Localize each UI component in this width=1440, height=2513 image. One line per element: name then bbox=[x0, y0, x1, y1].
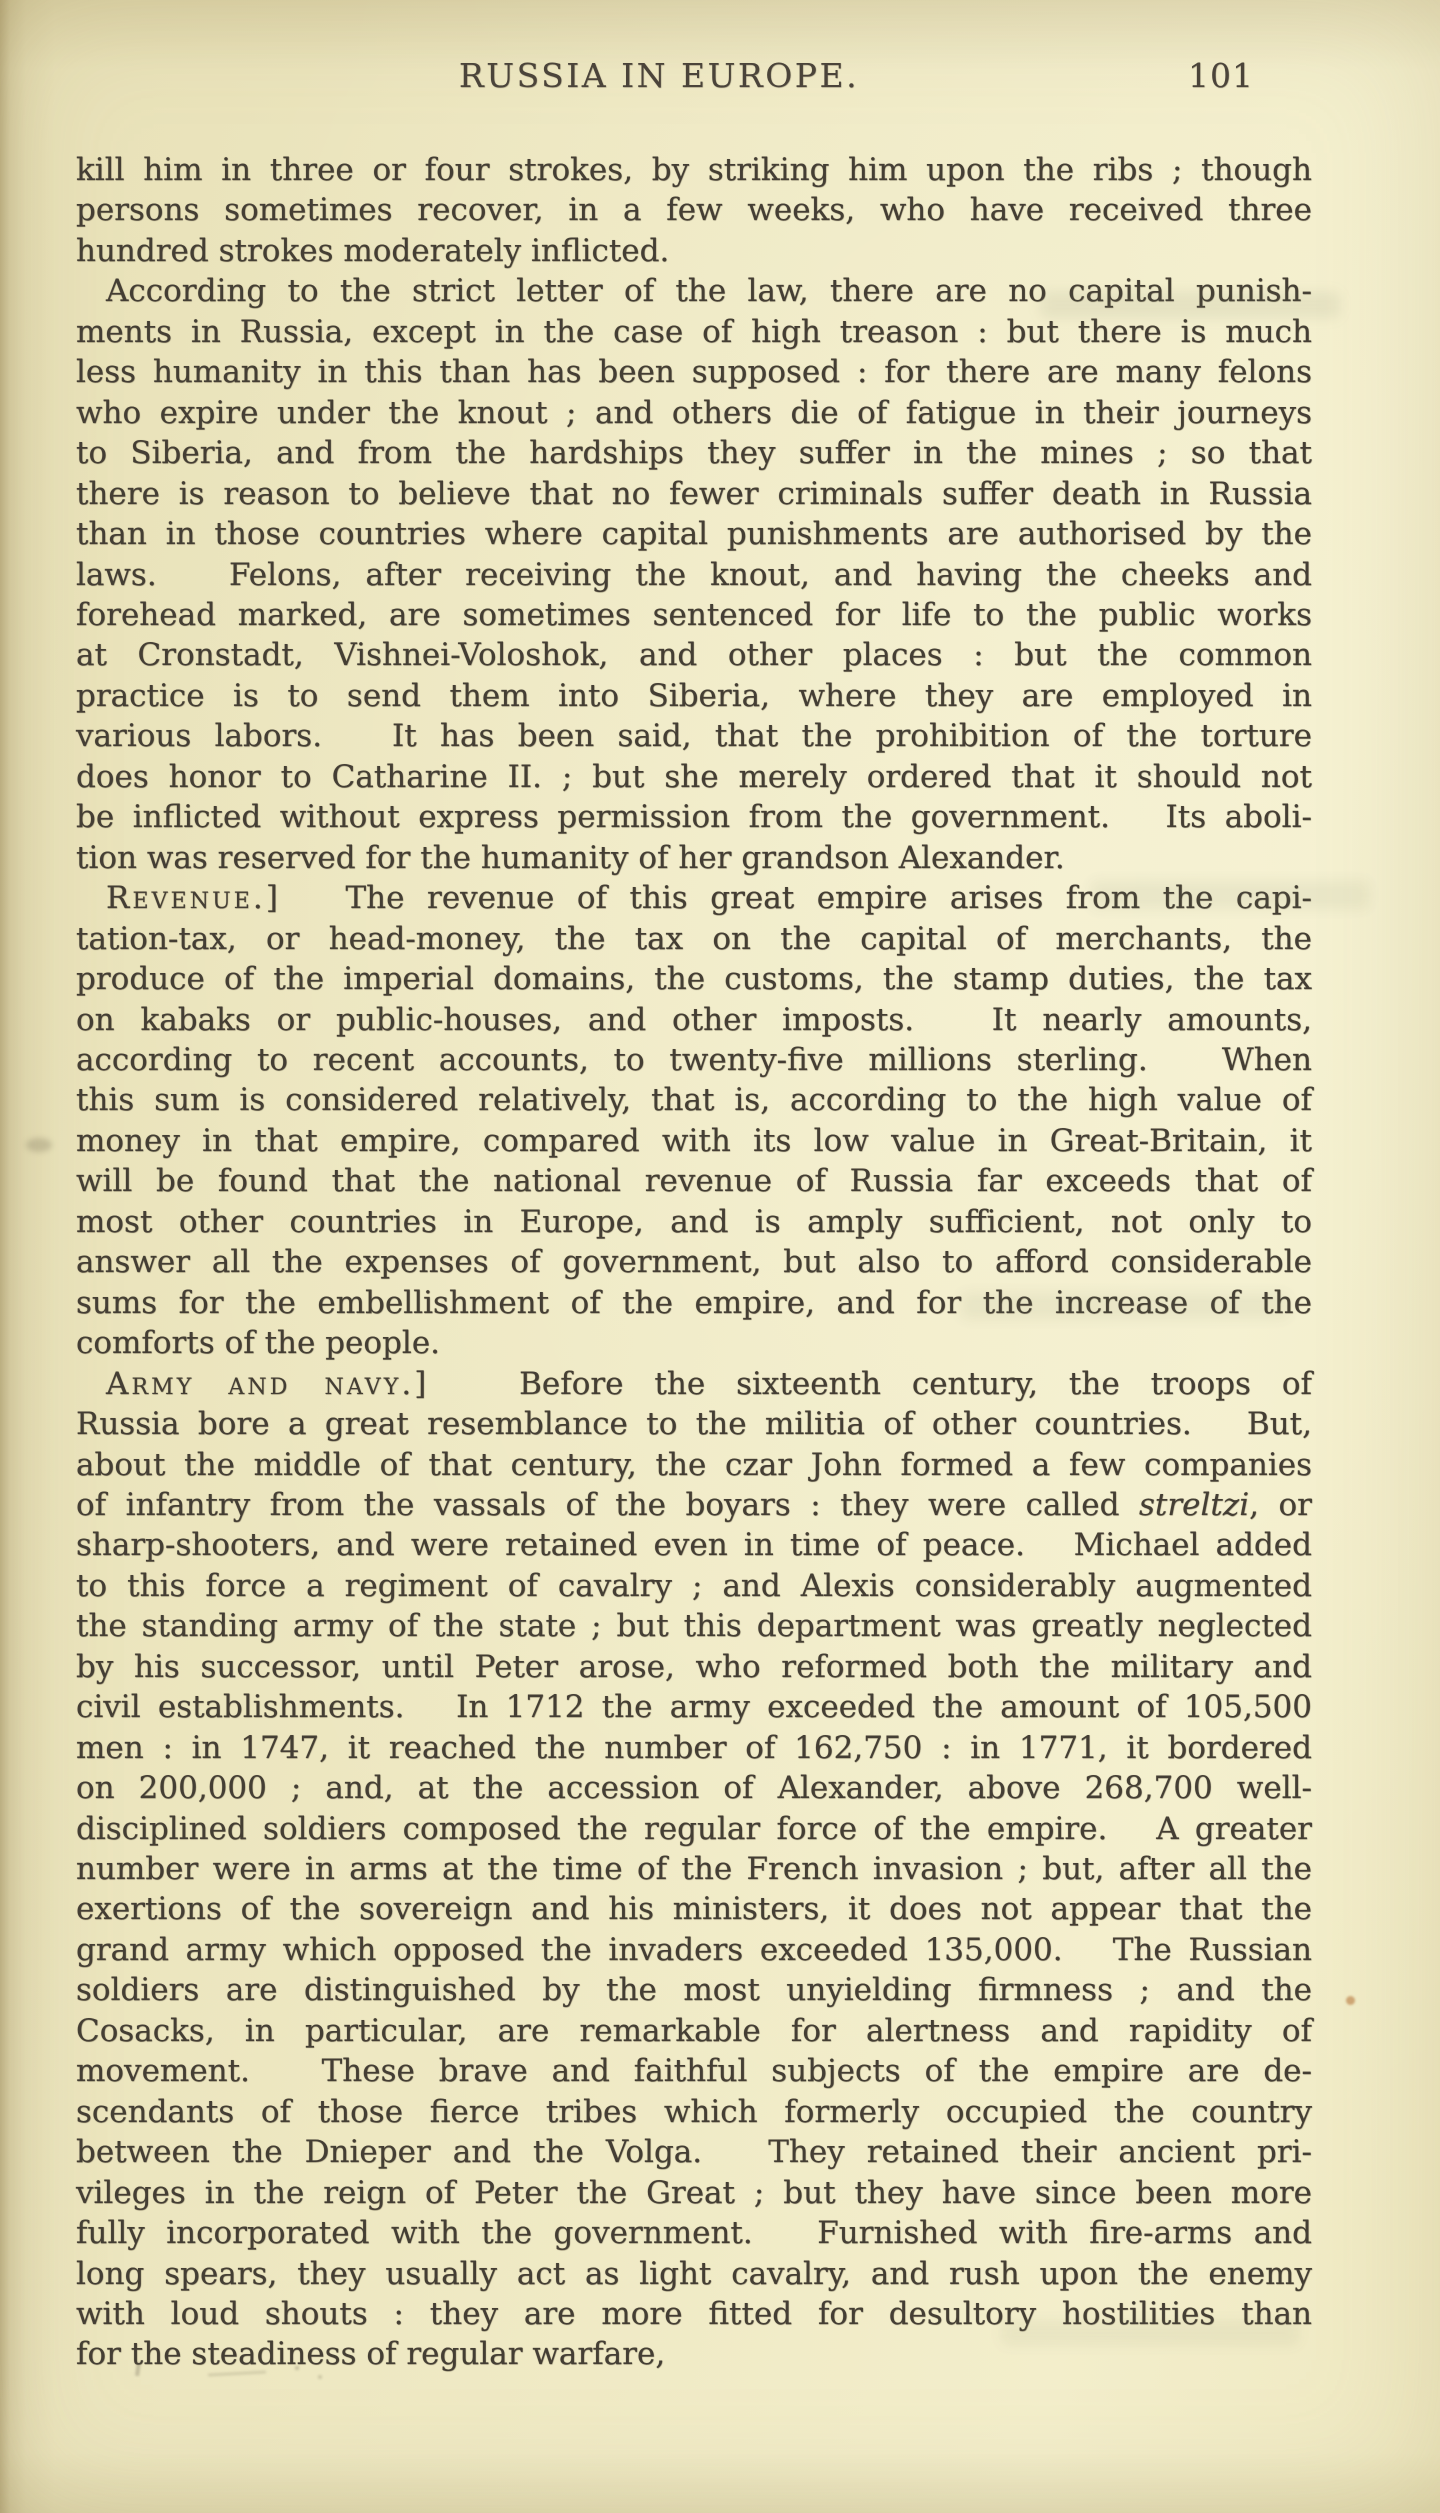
text-line: with loud shouts : they are more fitted for desultory hostilities than bbox=[76, 2296, 1312, 2333]
text-line: Revenue.] The revenue of this great empire arises from the capi- bbox=[106, 880, 1312, 917]
text-line: number were in arms at the time of the French invasion ; but, after all the bbox=[76, 1851, 1312, 1888]
text-line: soldiers are distinguished by the most unyielding firmness ; and the bbox=[76, 1972, 1312, 2009]
text-line: does honor to Catharine II. ; but she merely ordered that it should not bbox=[76, 758, 1312, 795]
text-line: less humanity in this than has been supposed : for there are many felons bbox=[76, 354, 1312, 391]
text-line: kill him in three or four strokes, by striking him upon the ribs ; though bbox=[76, 152, 1312, 188]
small-caps-heading: Army and navy. bbox=[106, 1365, 415, 1402]
text-line: produce of the imperial domains, the customs, the stamp duties, the tax bbox=[76, 961, 1312, 998]
text-line: Russia bore a great resemblance to the militia of other countries. But, bbox=[76, 1406, 1312, 1443]
text-line: tation-tax, or head-money, the tax on the capital of merchants, the bbox=[76, 920, 1312, 957]
text-line: between the Dnieper and the Volga. They retained their ancient pri- bbox=[76, 2134, 1312, 2171]
text-line: than in those countries where capital punishments are authorised by the bbox=[76, 516, 1312, 553]
text-line: who expire under the knout ; and others die of fatigue in their journeys bbox=[76, 394, 1312, 431]
text-line: comforts of the people. bbox=[76, 1325, 441, 1362]
text-line: most other countries in Europe, and is amply sufficient, not only to bbox=[76, 1203, 1312, 1240]
text-line: on kabaks or public-houses, and other imposts. It nearly amounts, bbox=[76, 1001, 1312, 1038]
text-line: to Siberia, and from the hardships they suffer in the mines ; so that bbox=[76, 435, 1312, 472]
italic-term: streltzi bbox=[1138, 1486, 1250, 1523]
text-line: sharp-shooters, and were retained even in time of peace. Michael added bbox=[76, 1527, 1312, 1564]
text-line: by his successor, until Peter arose, who reformed both the military and bbox=[76, 1648, 1312, 1685]
text-line: tion was reserved for the humanity of her grandson Alexander. bbox=[76, 839, 1065, 876]
text-line: at Cronstadt, Vishnei-Voloshok, and other places : but the common bbox=[76, 637, 1312, 674]
text-line: According to the strict letter of the law, there are no capital punish- bbox=[106, 273, 1312, 310]
text-line: long spears, they usually act as light cavalry, and rush upon the enemy bbox=[76, 2255, 1312, 2292]
text-line: of infantry from the vassals of the boyars : they were called streltzi, or bbox=[76, 1486, 1312, 1523]
text-line: men : in 1747, it reached the number of 162,750 : in 1771, it bordered bbox=[76, 1729, 1312, 1766]
text-line: sums for the embellishment of the empire, and for the increase of the bbox=[76, 1284, 1312, 1321]
small-caps-heading: Revenue. bbox=[106, 880, 266, 917]
text-line: for the steadiness of regular warfare, bbox=[76, 2336, 666, 2373]
text-line: money in that empire, compared with its low value in Great-Britain, it bbox=[76, 1122, 1312, 1159]
scan-speck bbox=[1346, 1996, 1355, 2005]
text-line: movement. These brave and faithful subjects of the empire are de- bbox=[76, 2053, 1312, 2090]
text-line: exertions of the sovereign and his ministers, it does not appear that the bbox=[76, 1891, 1312, 1928]
text-line: ments in Russia, except in the case of high treason : but there is much bbox=[76, 313, 1312, 350]
text-line: the standing army of the state ; but this department was greatly neglected bbox=[76, 1608, 1312, 1645]
text-line: hundred strokes moderately inflicted. bbox=[76, 232, 670, 269]
pencil-mark bbox=[318, 2375, 322, 2379]
text-line: vileges in the reign of Peter the Great ; but they have since been more bbox=[76, 2174, 1312, 2211]
text-line: disciplined soldiers composed the regular force of the empire. A greater bbox=[76, 1810, 1312, 1847]
text-line: laws. Felons, after receiving the knout, and having the cheeks and bbox=[76, 556, 1312, 593]
page-body bbox=[76, 150, 1312, 2375]
text-line: scendants of those fierce tribes which formerly occupied the country bbox=[76, 2093, 1312, 2130]
text-line: will be found that the national revenue of Russia far exceeds that of bbox=[76, 1163, 1312, 1200]
text-line: there is reason to believe that no fewer criminals suffer death in Russia bbox=[76, 475, 1312, 512]
text-line: grand army which opposed the invaders exceeded 135,000. The Russian bbox=[76, 1931, 1312, 1968]
text-line: civil establishments. In 1712 the army exceeded the amount of 105,500 bbox=[76, 1689, 1312, 1726]
page-number: 101 bbox=[1188, 56, 1254, 95]
text-line: fully incorporated with the government. Furnished with fire-arms and bbox=[76, 2215, 1312, 2252]
text-line: various labors. It has been said, that the prohibition of the torture bbox=[76, 718, 1312, 755]
text-line: answer all the expenses of government, but also to afford considerable bbox=[76, 1244, 1312, 1281]
text-line: Cosacks, in particular, are remarkable for alertness and rapidity of bbox=[76, 2012, 1312, 2049]
text-line: practice is to send them into Siberia, where they are employed in bbox=[76, 677, 1312, 714]
text-line: on 200,000 ; and, at the accession of Alexander, above 268,700 well- bbox=[76, 1770, 1312, 1807]
text-line: according to recent accounts, to twenty-five millions sterling. When bbox=[76, 1041, 1312, 1078]
text-line: forehead marked, are sometimes sentenced for life to the public works bbox=[76, 596, 1312, 633]
scan-speck bbox=[26, 1138, 52, 1152]
running-title: RUSSIA IN EUROPE. bbox=[458, 56, 860, 95]
text-line: Army and navy.] Before the sixteenth century, the troops of bbox=[106, 1365, 1312, 1402]
text-line: to this force a regiment of cavalry ; and Alexis considerably augmented bbox=[76, 1567, 1312, 1604]
page-header bbox=[0, 56, 1440, 102]
text-line: be inflicted without express permission from the government. Its aboli- bbox=[76, 799, 1312, 836]
text-line: about the middle of that century, the czar John formed a few companies bbox=[76, 1446, 1312, 1483]
text-line: persons sometimes recover, in a few weeks, who have received three bbox=[76, 192, 1312, 229]
text-line: this sum is considered relatively, that is, according to the high value of bbox=[76, 1082, 1312, 1119]
